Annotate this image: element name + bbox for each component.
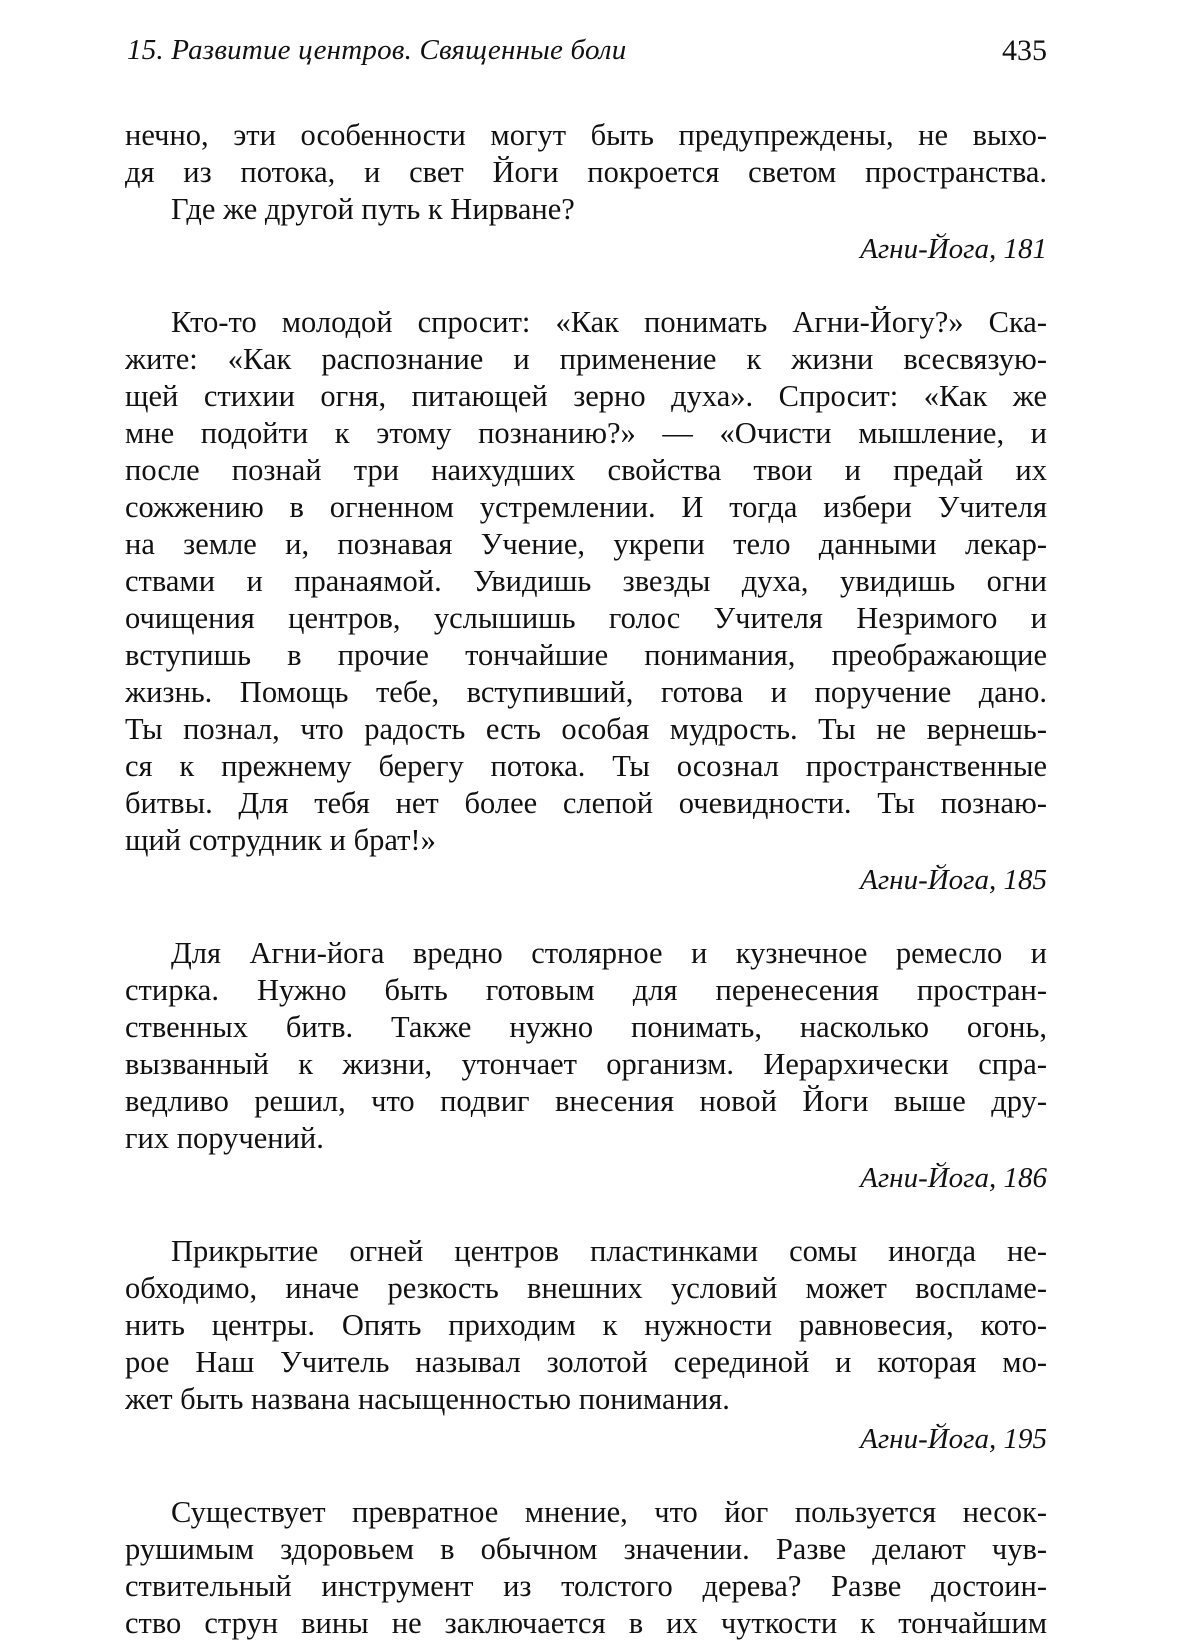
paragraph-gap bbox=[125, 1197, 1047, 1233]
text-line: Прикрытие огней центров пластинками сомы иногда не- bbox=[171, 1234, 1047, 1268]
text-line: Где же другой путь к Нирване? bbox=[171, 192, 575, 226]
text-line: дя из потока, и свет Йоги покроется светом пространства. bbox=[125, 155, 1047, 189]
text-line: вступишь в прочие тончайшие понимания, преображающие bbox=[125, 638, 1047, 672]
text-line: жет быть названа насыщенностью понимания. bbox=[125, 1382, 730, 1416]
text-line: ство струн вины не заключается в их чуткости к тончайшим bbox=[125, 1606, 1047, 1640]
text-line: после познай три наихудших свойства твои и предай их bbox=[125, 453, 1047, 487]
page-number: 435 bbox=[1002, 34, 1047, 67]
text-line: рушимым здоровьем в обычном значении. Разве делают чув- bbox=[125, 1532, 1047, 1566]
text-line: ся к прежнему берегу потока. Ты осознал пространственные bbox=[125, 749, 1047, 783]
source-citation: Агни-Йога, 181 bbox=[860, 233, 1047, 265]
text-line: ствами и пранаямой. Увидишь звезды духа, увидишь огни bbox=[125, 564, 1047, 598]
text-line: ведливо решил, что подвиг внесения новой Йоги выше дру- bbox=[125, 1084, 1047, 1118]
text-line: очищения центров, услышишь голос Учителя Незримого и bbox=[125, 601, 1047, 635]
text-line: Существует превратное мнение, что йог пользуется несок- bbox=[171, 1495, 1047, 1529]
text-line: сожжению в огненном устремлении. И тогда избери Учителя bbox=[125, 490, 1047, 524]
text-line: Для Агни-йога вредно столярное и кузнечное ремесло и bbox=[171, 936, 1047, 970]
text-line: гих поручений. bbox=[125, 1121, 324, 1155]
text-line: нечно, эти особенности могут быть предупреждены, не выхо- bbox=[125, 118, 1047, 152]
paragraph-gap bbox=[125, 268, 1047, 304]
text-line: жите: «Как распознание и применение к жизни всесвязую- bbox=[125, 342, 1047, 376]
text-line: мне подойти к этому познанию?» — «Очисти мышление, и bbox=[125, 416, 1047, 450]
text-line: обходимо, иначе резкость внешних условий может воспламе- bbox=[125, 1271, 1047, 1305]
text-line: нить центры. Опять приходим к нужности равновесия, кото- bbox=[125, 1308, 1047, 1342]
running-head bbox=[125, 34, 1047, 78]
passage bbox=[125, 1233, 1047, 1458]
book-page bbox=[125, 0, 1047, 1640]
page-body bbox=[125, 117, 1047, 1642]
text-line: рое Наш Учитель называл золотой серединой и которая мо- bbox=[125, 1345, 1047, 1379]
text-line: битвы. Для тебя нет более слепой очевидности. Ты познаю- bbox=[125, 786, 1047, 820]
paragraph-gap bbox=[125, 899, 1047, 935]
passage bbox=[125, 935, 1047, 1197]
chapter-title: 15. Развитие центров. Священные боли bbox=[127, 34, 627, 66]
text-line: Ты познал, что радость есть особая мудрость. Ты не вернешь- bbox=[125, 712, 1047, 746]
passage bbox=[125, 304, 1047, 899]
text-line: ственных битв. Также нужно понимать, насколько огонь, bbox=[125, 1010, 1047, 1044]
paragraph-gap bbox=[125, 1458, 1047, 1494]
text-line: жизнь. Помощь тебе, вступивший, готова и поручение дано. bbox=[125, 675, 1047, 709]
text-line: стирка. Нужно быть готовым для перенесения простран- bbox=[125, 973, 1047, 1007]
source-citation: Агни-Йога, 186 bbox=[860, 1162, 1047, 1194]
text-line: ствительный инструмент из толстого дерева? Разве достоин- bbox=[125, 1569, 1047, 1603]
text-line: на земле и, познавая Учение, укрепи тело данными лекар- bbox=[125, 527, 1047, 561]
text-line: щий сотрудник и брат!» bbox=[125, 823, 436, 857]
text-line: Кто-то молодой спросит: «Как понимать Агни-Йогу?» Ска- bbox=[171, 305, 1047, 339]
source-citation: Агни-Йога, 195 bbox=[860, 1423, 1047, 1455]
text-line: вызванный к жизни, утончает организм. Иерархически спра- bbox=[125, 1047, 1047, 1081]
source-citation: Агни-Йога, 185 bbox=[860, 864, 1047, 896]
text-line: щей стихии огня, питающей зерно духа». Спросит: «Как же bbox=[125, 379, 1047, 413]
passage bbox=[125, 1494, 1047, 1642]
passage bbox=[125, 117, 1047, 268]
